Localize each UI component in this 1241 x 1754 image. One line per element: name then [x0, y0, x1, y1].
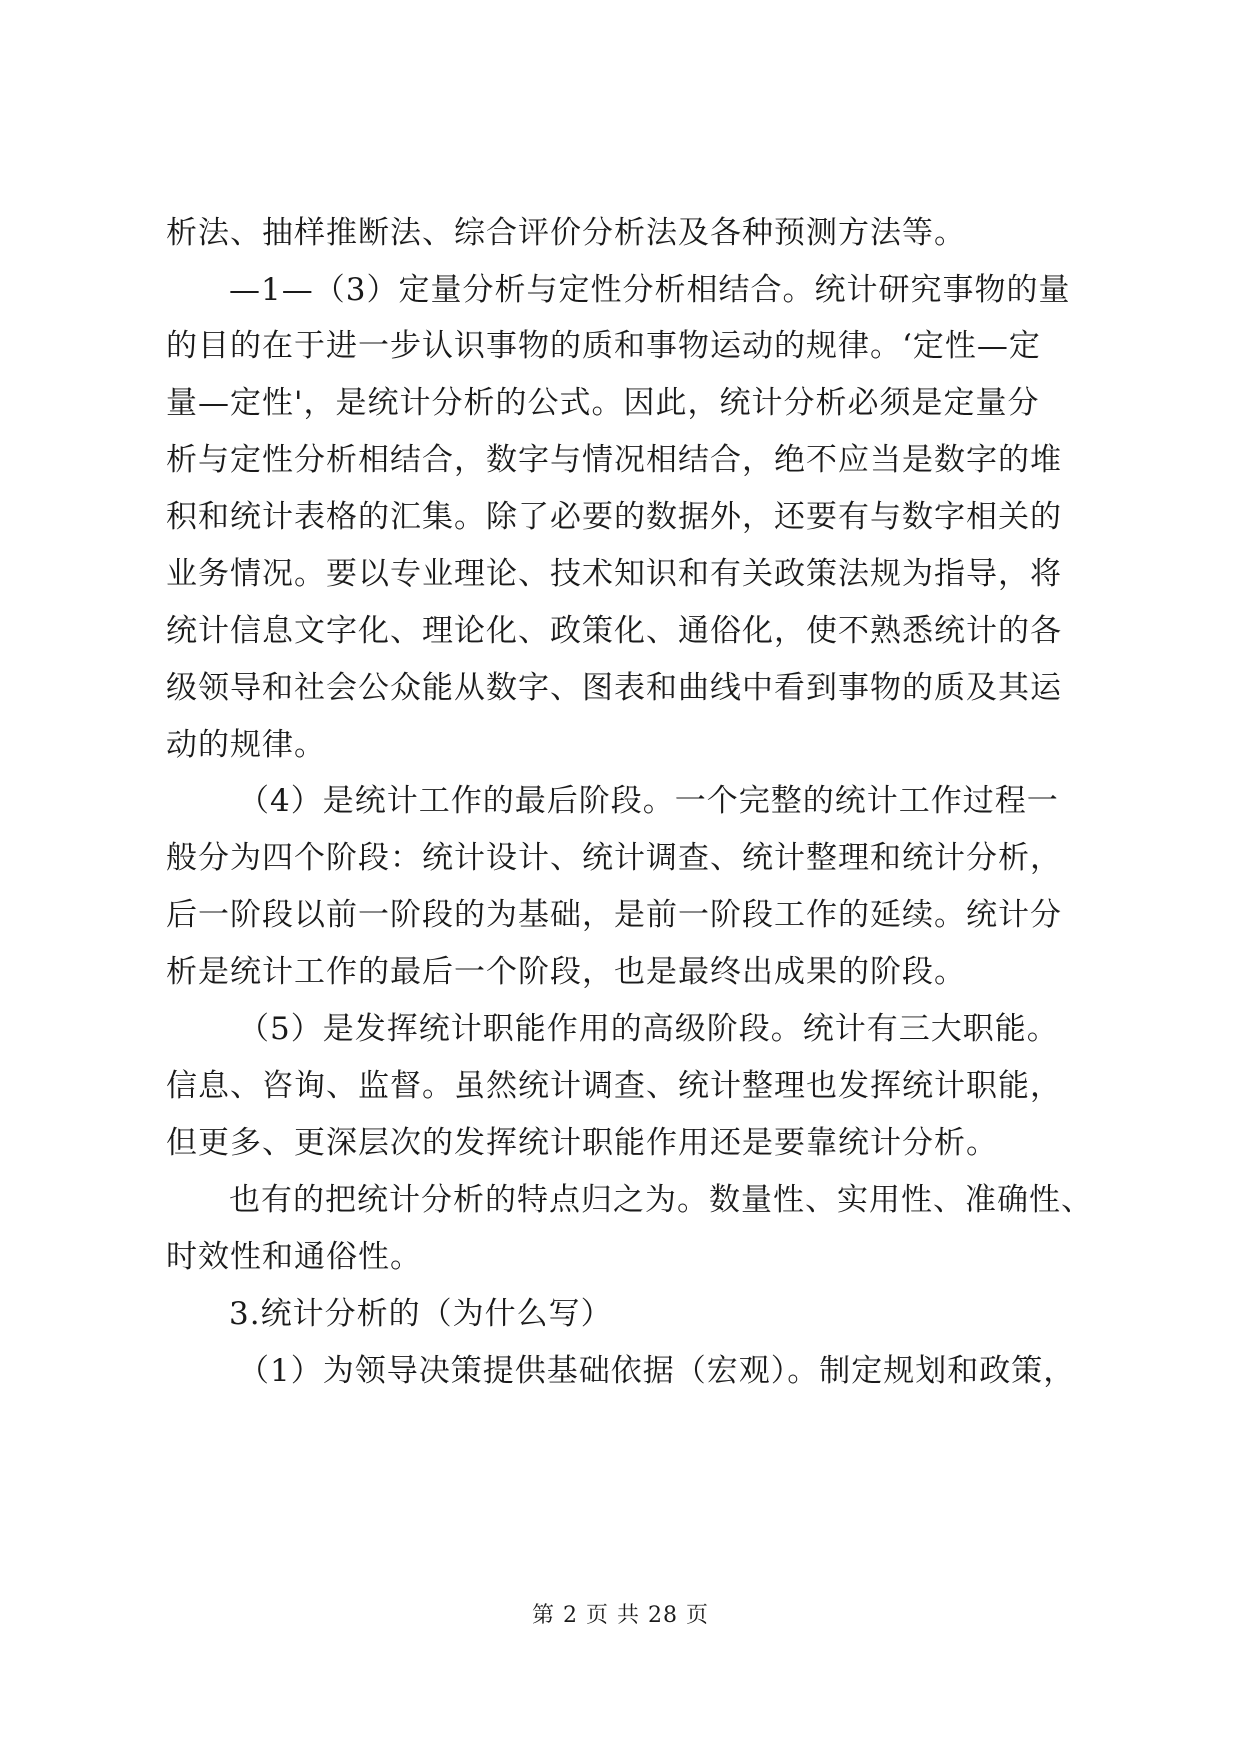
text-line: 信息、咨询、监督。虽然统计调查、统计整理也发挥统计职能， — [166, 1068, 1062, 1104]
text-line: 般分为四个阶段：统计设计、统计调查、统计整理和统计分析， — [166, 840, 1062, 876]
text-line: 积和统计表格的汇集。除了必要的数据外，还要有与数字相关的 — [166, 499, 1062, 535]
text-line: 动的规律。 — [166, 727, 326, 763]
text-line: 但更多、更深层次的发挥统计职能作用还是要靠统计分析。 — [166, 1125, 998, 1161]
text-line: 析是统计工作的最后一个阶段，也是最终出成果的阶段。 — [166, 954, 966, 990]
text-line: （4）是统计工作的最后阶段。一个完整的统计工作过程一 — [238, 783, 1059, 819]
text-line: 后一阶段以前一阶段的为基础，是前一阶段工作的延续。统计分 — [166, 897, 1062, 933]
text-line: 级领导和社会公众能从数字、图表和曲线中看到事物的质及其运 — [166, 670, 1062, 706]
text-line: 析法、抽样推断法、综合评价分析法及各种预测方法等。 — [166, 215, 966, 251]
text-line: 析与定性分析相结合，数字与情况相结合，绝不应当是数字的堆 — [166, 442, 1062, 478]
text-line: 的目的在于进一步认识事物的质和事物运动的规律。‘定性—定 — [166, 328, 1041, 364]
text-line: 量—定性'，是统计分析的公式。因此，统计分析必须是定量分 — [166, 385, 1040, 421]
page-number-footer: 第 2 页 共 28 页 — [532, 1603, 709, 1628]
text-line: 3.统计分析的（为什么写） — [229, 1296, 613, 1332]
text-line: 时效性和通俗性。 — [166, 1239, 422, 1275]
text-line: —1—（3）定量分析与定性分析相结合。统计研究事物的量 — [229, 272, 1071, 308]
text-line: 也有的把统计分析的特点归之为。数量性、实用性、准确性、 — [229, 1182, 1093, 1218]
text-line: （1）为领导决策提供基础依据（宏观）。制定规划和政策， — [238, 1353, 1076, 1389]
text-line: 业务情况。要以专业理论、技术知识和有关政策法规为指导，将 — [166, 556, 1062, 592]
text-line: 统计信息文字化、理论化、政策化、通俗化，使不熟悉统计的各 — [166, 613, 1062, 649]
text-line: （5）是发挥统计职能作用的高级阶段。统计有三大职能。 — [238, 1011, 1059, 1047]
